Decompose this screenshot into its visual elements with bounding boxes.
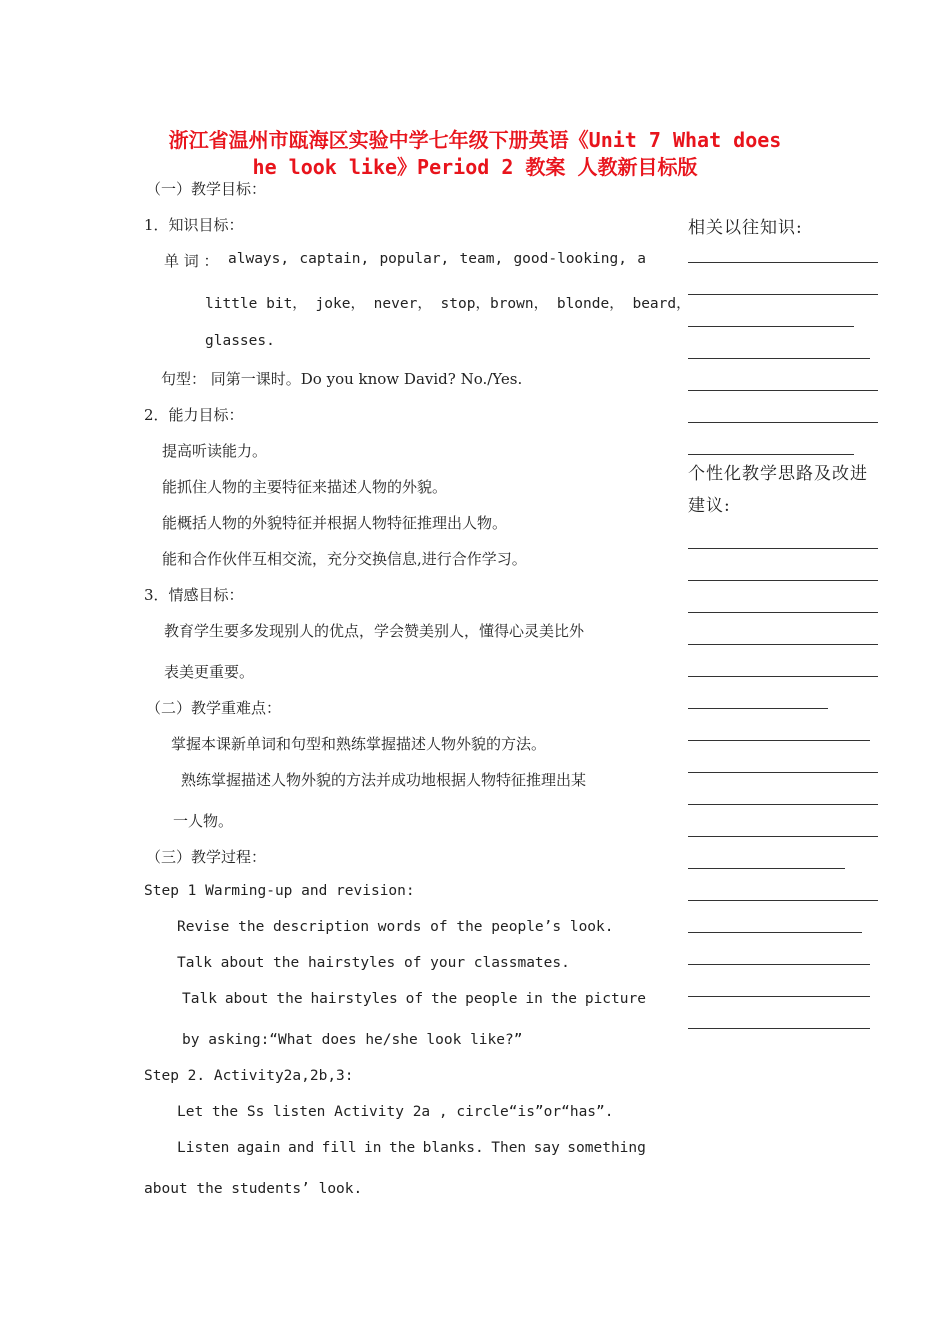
step-2-item-2-line-2: about the students’ look. [144, 1181, 363, 1197]
word: Then [491, 1140, 527, 1156]
word: the [388, 1140, 416, 1156]
section-heading-key-points: （二）教学重难点： [146, 699, 282, 717]
step-1-item-3-line-1 [182, 991, 646, 1007]
writing-line [688, 422, 878, 423]
word: fill [321, 1140, 357, 1156]
word: of [405, 991, 424, 1007]
writing-line [688, 676, 878, 677]
step-2-item-1: Let the Ss listen Activity 2a , circle“is”or“has”. [177, 1104, 614, 1120]
word: again [236, 1140, 281, 1156]
step-2-item-2-line-1 [177, 1140, 646, 1156]
prior-knowledge-label: 相关以往知识: [688, 218, 803, 238]
word: about [224, 991, 269, 1007]
teaching-advice-label-line-2: 建议: [688, 496, 731, 516]
word: people [465, 991, 518, 1007]
writing-line [688, 772, 878, 773]
writing-line [688, 548, 878, 549]
writing-line [688, 454, 854, 455]
word: Talk [182, 991, 217, 1007]
step-1-item: Talk about the hairstyles of your classmates. [177, 955, 570, 971]
writing-line [688, 964, 870, 965]
writing-line [688, 262, 878, 263]
word: blanks. [422, 1140, 484, 1156]
word: the [276, 991, 303, 1007]
writing-line [688, 644, 878, 645]
writing-line [688, 390, 878, 391]
vocabulary-line-3: glasses. [205, 333, 275, 349]
word: say [533, 1140, 560, 1156]
vocab-word: a [637, 251, 646, 267]
emotion-text-line-1: 教育学生要多发现别人的优点，学会赞美别人，懂得心灵美比外 [164, 622, 585, 640]
writing-line [688, 996, 870, 997]
emotion-text-line-2: 表美更重要。 [164, 663, 255, 681]
vocab-word: popular, [379, 251, 450, 267]
step-1-heading: Step 1 Warming-up and revision: [144, 883, 415, 899]
ability-item: 提高听读能力。 [162, 442, 268, 460]
writing-line [688, 836, 878, 837]
vocab-word: always, [228, 251, 290, 267]
vocabulary-line-1 [228, 251, 646, 267]
vocabulary-line-2: little bit， joke， never， stop，brown， blonde， beard， [205, 296, 691, 312]
ability-item: 能抓住人物的主要特征来描述人物的外貌。 [162, 478, 448, 496]
step-2-heading: Step 2. Activity2a,2b,3: [144, 1068, 354, 1084]
emotion-objective-heading: 3．情感目标： [144, 586, 244, 604]
writing-line [688, 900, 878, 901]
ability-objective-heading: 2．能力目标： [144, 406, 244, 424]
key-point-line-3: 一人物。 [173, 812, 234, 830]
knowledge-objective-heading: 1．知识目标： [144, 216, 244, 234]
vocab-word: team, [459, 251, 504, 267]
step-1-item-3-line-2: by asking:“What does he/she look like?” [182, 1032, 523, 1048]
title-line-2: he look like》Period 2 教案 人教新目标版 [252, 155, 698, 179]
writing-line [688, 708, 828, 709]
word: in [364, 1140, 382, 1156]
title-line-1: 浙江省温州市瓯海区实验中学七年级下册英语《Unit 7 What does [168, 128, 782, 152]
writing-line [688, 358, 870, 359]
word: and [287, 1140, 315, 1156]
writing-line [688, 740, 870, 741]
sentence-pattern: 句型： 同第一课时。Do you know David? No./Yes. [161, 370, 523, 388]
key-point-line-2: 熟练掌握描述人物外貌的方法并成功地根据人物特征推理出某 [181, 771, 587, 789]
word: the [431, 991, 458, 1007]
word: hairstyles [310, 991, 398, 1007]
writing-line [688, 1028, 870, 1029]
teaching-advice-label-line-1: 个性化教学思路及改进 [688, 464, 868, 484]
writing-line [688, 868, 845, 869]
section-heading-procedure: （三）教学过程： [146, 848, 267, 866]
writing-line [688, 932, 862, 933]
key-point-line-1: 掌握本课新单词和句型和熟练掌握描述人物外貌的方法。 [171, 735, 547, 753]
writing-line [688, 326, 854, 327]
writing-line [688, 612, 878, 613]
word: Listen [177, 1140, 230, 1156]
ability-item: 能概括人物的外貌特征并根据人物特征推理出人物。 [162, 514, 508, 532]
vocab-word: captain, [299, 251, 370, 267]
writing-line [688, 294, 878, 295]
word: picture [584, 991, 646, 1007]
words-label: 单 词 ： [164, 252, 219, 270]
section-heading-objectives: （一）教学目标： [146, 180, 267, 198]
word: the [550, 991, 577, 1007]
step-1-item: Revise the description words of the people’s look. [177, 919, 614, 935]
writing-line [688, 580, 878, 581]
writing-line [688, 804, 878, 805]
word: in [525, 991, 543, 1007]
word: something [567, 1140, 646, 1156]
vocab-word: good-looking, [513, 251, 627, 267]
ability-item: 能和合作伙伴互相交流，充分交换信息,进行合作学习。 [162, 550, 527, 568]
